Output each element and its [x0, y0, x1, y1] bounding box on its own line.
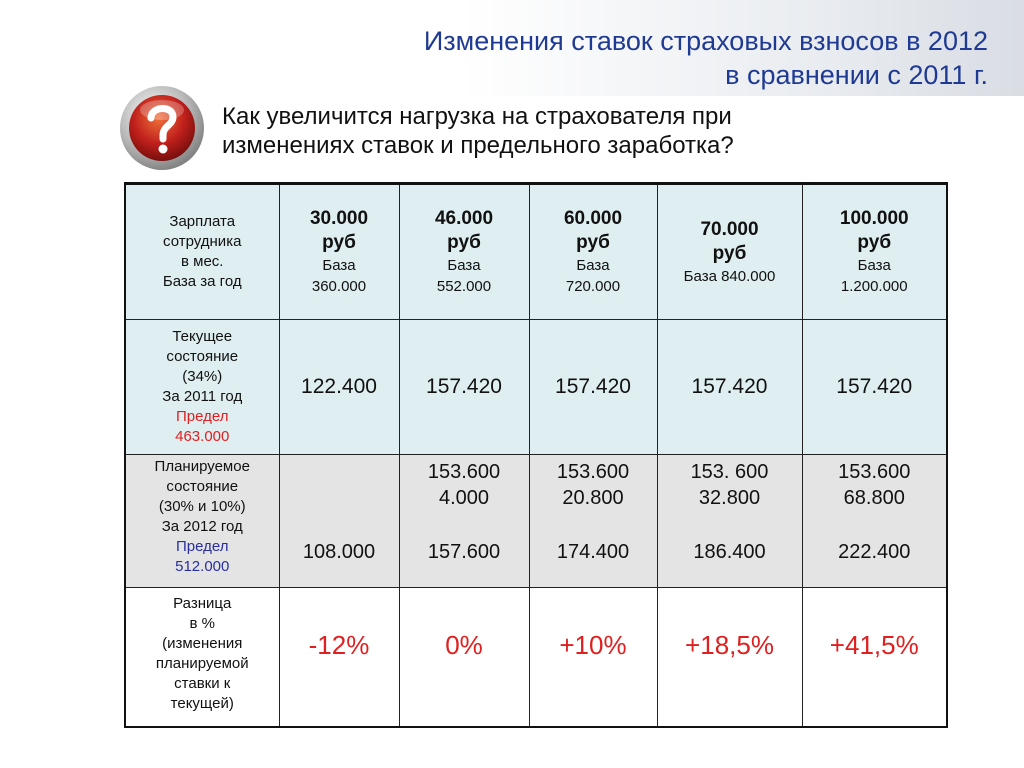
- row-label-salary: Зарплата сотрудника в мес. База за год: [125, 184, 279, 320]
- question-line-1: Как увеличится нагрузка на страхователя при: [222, 103, 732, 130]
- planned-base-part: 153.600: [838, 461, 911, 483]
- difference-cell: [529, 588, 657, 728]
- difference-percent: +41,5%: [829, 630, 919, 660]
- difference-cell: [279, 588, 399, 728]
- difference-percent: -12%: [308, 630, 370, 660]
- planned-total: 174.400: [556, 541, 630, 563]
- slide-title-line-2: в сравнении с 2011 г.: [725, 60, 988, 90]
- planned-extra-part: 68.800: [843, 487, 905, 509]
- table-row-current: [125, 320, 947, 455]
- planned-extra-part: 32.800: [698, 487, 761, 509]
- question-line-2: изменениях ставок и предельного заработка?: [222, 132, 734, 159]
- slide-title-line-1: Изменения ставок страховых взносов в 2012: [423, 26, 988, 56]
- current-value: 157.420: [529, 320, 657, 455]
- header-cell-30000: 30.000 руб База 360.000: [279, 184, 399, 320]
- row-label-current: Текущее состояние (34%) За 2011 год Предел 463.000: [125, 320, 279, 455]
- planned-extra-part: 20.800: [562, 487, 624, 509]
- planned-total: 157.600: [427, 541, 501, 563]
- planned-limit-value: 512.000: [175, 558, 230, 575]
- planned-cell-30000: [279, 455, 399, 588]
- planned-extra-part: 4.000: [438, 487, 490, 509]
- current-value: 157.420: [657, 320, 802, 455]
- header-cell-60000: 60.000 руб База 720.000: [529, 184, 657, 320]
- planned-value: 108.000: [302, 541, 376, 563]
- difference-percent: 0%: [445, 630, 483, 660]
- planned-cell-60000: [529, 455, 657, 588]
- header-cell-46000: 46.000 руб База 552.000: [399, 184, 529, 320]
- table-row-planned: [125, 455, 947, 588]
- planned-total: 186.400: [693, 541, 766, 563]
- current-value: 157.420: [399, 320, 529, 455]
- table-row-header: [125, 184, 947, 320]
- planned-base-part: 153.600: [427, 461, 501, 483]
- row-label-planned: Планируемое состояние (30% и 10%) За 2012 год Предел 512.000: [125, 455, 279, 588]
- current-limit: Предел: [176, 408, 229, 425]
- current-value: 122.400: [279, 320, 399, 455]
- header-cell-100000: 100.000 руб База 1.200.000: [802, 184, 947, 320]
- planned-limit: Предел: [176, 538, 229, 555]
- current-limit-value: 463.000: [175, 428, 230, 445]
- planned-total: 222.400: [838, 541, 911, 563]
- planned-base-part: 153. 600: [690, 461, 769, 483]
- question-text: [222, 102, 734, 160]
- question-mark-icon: [118, 84, 206, 172]
- current-value: 157.420: [802, 320, 947, 455]
- planned-cell-70000: [657, 455, 802, 588]
- header-cell-70000: 70.000 руб База 840.000: [657, 184, 802, 320]
- difference-cell: [657, 588, 802, 728]
- difference-percent: +10%: [559, 630, 627, 660]
- rates-table: [124, 182, 948, 728]
- planned-cell-100000: [802, 455, 947, 588]
- difference-cell: [802, 588, 947, 728]
- planned-cell-46000: [399, 455, 529, 588]
- planned-base-part: 153.600: [556, 461, 630, 483]
- row-label-difference: Разница в % (изменения планируемой ставки к текущей): [125, 588, 279, 728]
- difference-cell: [399, 588, 529, 728]
- table-row-difference: [125, 588, 947, 728]
- difference-percent: +18,5%: [685, 630, 774, 660]
